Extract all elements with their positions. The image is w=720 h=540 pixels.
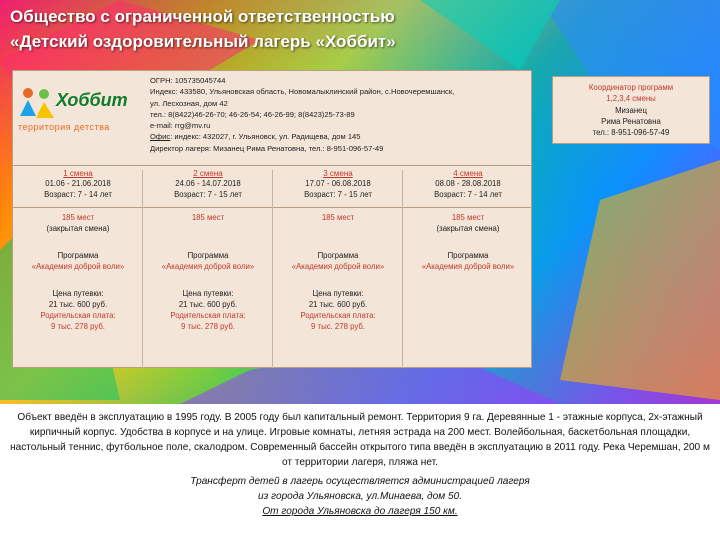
- shift-name: 4 смена: [453, 169, 483, 178]
- camp-info: [150, 75, 530, 154]
- parent-fee-label: Родительская плата:: [170, 311, 246, 320]
- shift-column-4: [404, 168, 532, 200]
- info-phones: тел.: 8(8422)46-26-70; 46-26-54; 46-26-99; 8(8423)25-73-89: [150, 109, 355, 119]
- shift-dates: 01.06 - 21.06.2018: [45, 179, 111, 188]
- info-address: Индекс: 433580, Ульяновская область, Новомалыклинский район, с.Новочеремшанск,: [150, 87, 455, 97]
- info-email[interactable]: e-mail: rrg@mv.ru: [150, 121, 211, 131]
- price-value: 21 тыс. 600 руб.: [48, 300, 108, 309]
- info-office: [150, 131, 530, 142]
- office-label: Офис: [150, 132, 171, 142]
- info-street: ул. Лесхозная, дом 42: [150, 98, 228, 108]
- coordinator-name: Рима Ренатовна: [601, 116, 661, 126]
- shift-name: 2 смена: [193, 169, 223, 178]
- shift-name: 1 смена: [63, 169, 93, 178]
- transfer-line-1: Трансферт детей в лагерь осуществляется администрацией лагеря: [190, 476, 530, 487]
- price-label: Цена путевки:: [312, 289, 364, 298]
- parent-fee-value: 9 тыс. 278 руб.: [311, 322, 365, 331]
- info-ogrn: ОГРН: 105735045744: [150, 76, 226, 85]
- coordinator-shifts: 1,2,3,4 смены: [606, 94, 656, 104]
- shift-closed: (закрытая смена): [46, 224, 110, 233]
- camp-logo: [16, 86, 138, 138]
- shift-4-details: [404, 212, 532, 272]
- coordinator-box: [552, 76, 710, 144]
- info-director: Директор лагеря: Мизанец Рима Ренатовна, тел.: 8-951-096-57-49: [150, 143, 384, 153]
- shift-places: 185 мест: [61, 213, 95, 222]
- divider: [12, 165, 532, 166]
- shift-column-1: [14, 168, 142, 200]
- price-value: 21 тыс. 600 руб.: [308, 300, 368, 309]
- shift-dates: 24.06 - 14.07.2018: [175, 179, 241, 188]
- parent-fee-value: 9 тыс. 278 руб.: [181, 322, 235, 331]
- shift-places: 185 мест: [451, 213, 485, 222]
- price-value: 21 тыс. 600 руб.: [178, 300, 238, 309]
- logo-name: Хоббит: [56, 90, 128, 110]
- parent-fee-label: Родительская плата:: [40, 311, 116, 320]
- column-divider: [402, 170, 403, 368]
- page-title: [10, 4, 710, 54]
- shift-age: Возраст: 7 - 15 лет: [174, 189, 242, 199]
- shift-1-details: [14, 212, 142, 332]
- shift-places: 185 мест: [191, 213, 225, 222]
- parent-fee-label: Родительская плата:: [300, 311, 376, 320]
- title-line-1: Общество с ограниченной ответственностью: [10, 7, 395, 26]
- price-label: Цена путевки:: [52, 289, 104, 298]
- program-label: Программа: [447, 251, 489, 260]
- program-label: Программа: [187, 251, 229, 260]
- office-address: : индекс: 432027, г. Ульяновск, ул. Радищева, дом 145: [170, 132, 361, 142]
- shift-column-3: [274, 168, 402, 200]
- price-label: Цена путевки:: [182, 289, 234, 298]
- program-label: Программа: [57, 251, 99, 260]
- column-divider: [272, 170, 273, 368]
- column-divider: [142, 170, 143, 368]
- coordinator-surname: Мизанец: [615, 105, 647, 115]
- shift-closed: (закрытая смена): [436, 224, 500, 233]
- shift-3-details: [274, 212, 402, 332]
- logo-slogan: территория детства: [18, 122, 110, 132]
- kids-logo-icon: [18, 86, 58, 122]
- shift-age: Возраст: 7 - 14 лет: [44, 189, 112, 199]
- program-name: «Академия доброй воли»: [421, 262, 515, 271]
- program-name: «Академия доброй воли»: [31, 262, 125, 271]
- shift-dates: 08.08 - 28.08.2018: [435, 179, 501, 188]
- program-label: Программа: [317, 251, 359, 260]
- transfer-line-2: из города Ульяновска, ул.Минаева, дом 50.: [257, 491, 462, 502]
- shift-age: Возраст: 7 - 15 лет: [304, 189, 372, 199]
- shift-age: Возраст: 7 - 14 лет: [434, 189, 502, 199]
- camp-description: Объект введён в эксплуатацию в 1995 году. В 2005 году был капитальный ремонт. Территория 9 га. Деревянные 1 - этажные корпуса, 2х-этажный кирпичный корпус. Удобства в корпусе и на улице. Игровые комнаты, летняя эстрада на 200 мест. Волейбольная, баскетбольная площадки, настольный теннис, футбольное поле, скалодром. Современный бассейн открытого типа введён в эксплуатацию в 2011 году. Река Черемшан, 200 м от территории лагеря, пляжа нет.: [10, 412, 710, 468]
- coordinator-title: Координатор программ: [588, 83, 674, 92]
- transfer-info: [30, 474, 690, 519]
- transfer-line-3: От города Ульяновска до лагеря 150 км.: [262, 506, 458, 517]
- coordinator-phone: тел.: 8-951-096-57-49: [592, 128, 670, 138]
- shift-places: 185 мест: [321, 213, 355, 222]
- program-name: «Академия доброй воли»: [161, 262, 255, 271]
- shift-2-details: [144, 212, 272, 332]
- title-line-2: «Детский оздоровительный лагерь «Хоббит»: [10, 32, 396, 51]
- shift-dates: 17.07 - 06.08.2018: [305, 179, 371, 188]
- parent-fee-value: 9 тыс. 278 руб.: [51, 322, 105, 331]
- shift-column-2: [144, 168, 272, 200]
- shift-name: 3 смена: [323, 169, 353, 178]
- program-name: «Академия доброй воли»: [291, 262, 385, 271]
